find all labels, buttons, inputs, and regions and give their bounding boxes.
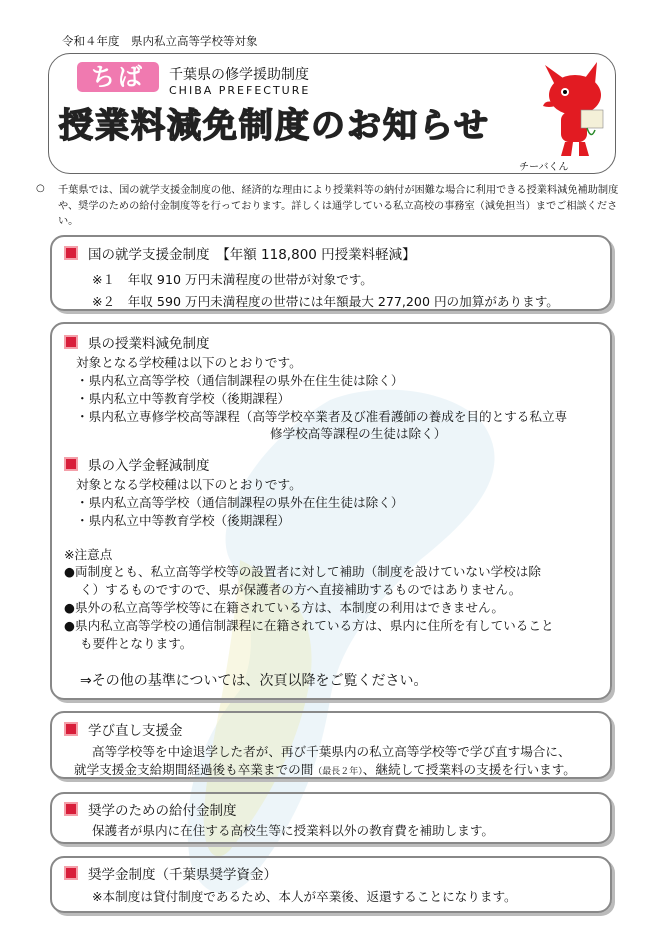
entrance-item: ・県内私立高等学校（通信制課程の県外在住生徒は除く） [76, 495, 404, 510]
prefecture-reduction-heading: 県の授業料減免制度 [64, 332, 210, 352]
caution-line: も要件となります。 [80, 636, 193, 651]
national-note-1: ※１ 年収 910 万円未満程度の世帯が対象です。 [92, 272, 373, 287]
reduction-item: ・県内私立中等教育学校（後期課程） [76, 391, 291, 406]
grant-heading: 奨学のための給付金制度 [64, 799, 237, 819]
red-square-icon [64, 866, 78, 880]
intro-text: 千葉県では、国の就学支援金制度の他、経済的な理由により授業料等の納付が困難な場合に利用できる授業料減免補助制度や、奨学のための給付金制度等を行っております。詳しくは通学している私立高校の事務室（減免担当）までご相談ください。 [58, 185, 619, 227]
fiscal-year-label: 令和４年度 県内私立高等学校等対象 [62, 34, 258, 48]
national-support-card [50, 235, 612, 311]
grant-card [50, 792, 612, 844]
reduction-item: ・県内私立専修学校高等課程（高等学校卒業者及び准看護師の養成を目的とする私立専 [76, 409, 568, 424]
red-square-icon [64, 246, 78, 260]
prefecture-reduction-card [50, 322, 612, 700]
relearn-line-2: 就学支援金支給期間経過後も卒業までの間（最長２年）、継続して授業料の支援を行います。 [74, 762, 576, 777]
relearn-line-1: 高等学校等を中途退学した者が、再び千葉県内の私立高等学校等で学び直す場合に、 [92, 744, 571, 759]
header-banner [48, 53, 616, 174]
red-square-icon [64, 802, 78, 816]
reduction-item: ・県内私立高等学校（通信制課程の県外在住生徒は除く） [76, 373, 404, 388]
red-square-icon [64, 457, 78, 471]
grant-text: 保護者が県内に在住する高校生等に授業料以外の教育費を補助します。 [92, 823, 494, 838]
caution-line: く）するものですので、県が保護者の方へ直接補助するものではありません。 [80, 582, 522, 597]
national-support-heading: 国の就学支援金制度 【年額 118,800 円授業料軽減】 [64, 243, 416, 263]
entrance-lead: 対象となる学校種は以下のとおりです。 [76, 477, 302, 492]
mascot-name: チーバくん [519, 162, 569, 173]
see-next-pages: ⇒その他の基準については、次頁以降をご覧ください。 [80, 673, 428, 689]
reduction-item: 修学校高等課程の生徒は除く） [270, 426, 447, 441]
caution-line: ●両制度とも、私立高等学校等の設置者に対して補助（制度を設けていない学校は除 [64, 564, 541, 579]
caution-line: ●県外の私立高等学校等に在籍されている方は、本制度の利用はできません。 [64, 600, 504, 615]
scholarship-heading: 奨学金制度（千葉県奨学資金） [64, 863, 277, 883]
entrance-item: ・県内私立中等教育学校（後期課程） [76, 513, 291, 528]
entrance-fee-heading: 県の入学金軽減制度 [64, 454, 210, 474]
relearn-support-card [50, 711, 612, 779]
page-title: 授業料減免制度のお知らせ [59, 106, 490, 146]
scholarship-text: ※本制度は貸付制度であるため、本人が卒業後、返還することになります。 [92, 889, 517, 904]
chiba-logo: ちば [77, 62, 159, 92]
scholarship-card [50, 856, 612, 913]
prefecture-name: CHIBA PREFECTURE [169, 84, 311, 97]
red-square-icon [64, 722, 78, 736]
red-square-icon [64, 335, 78, 349]
reduction-lead: 対象となる学校種は以下のとおりです。 [76, 355, 302, 370]
caution-line: ●県内私立高等学校の通信制課程に在籍されている方は、県内に住所を有していること [64, 618, 554, 633]
intro-bullet: ○ [36, 183, 45, 194]
header-subtitle: 千葉県の修学援助制度 [169, 67, 309, 83]
national-note-2: ※２ 年収 590 万円未満程度の世帯には年額最大 277,200 円の加算があります。 [92, 294, 559, 309]
caution-title: ※注意点 [64, 547, 113, 562]
chiba-kun-mascot-icon [535, 60, 615, 160]
relearn-heading: 学び直し支援金 [64, 719, 183, 739]
